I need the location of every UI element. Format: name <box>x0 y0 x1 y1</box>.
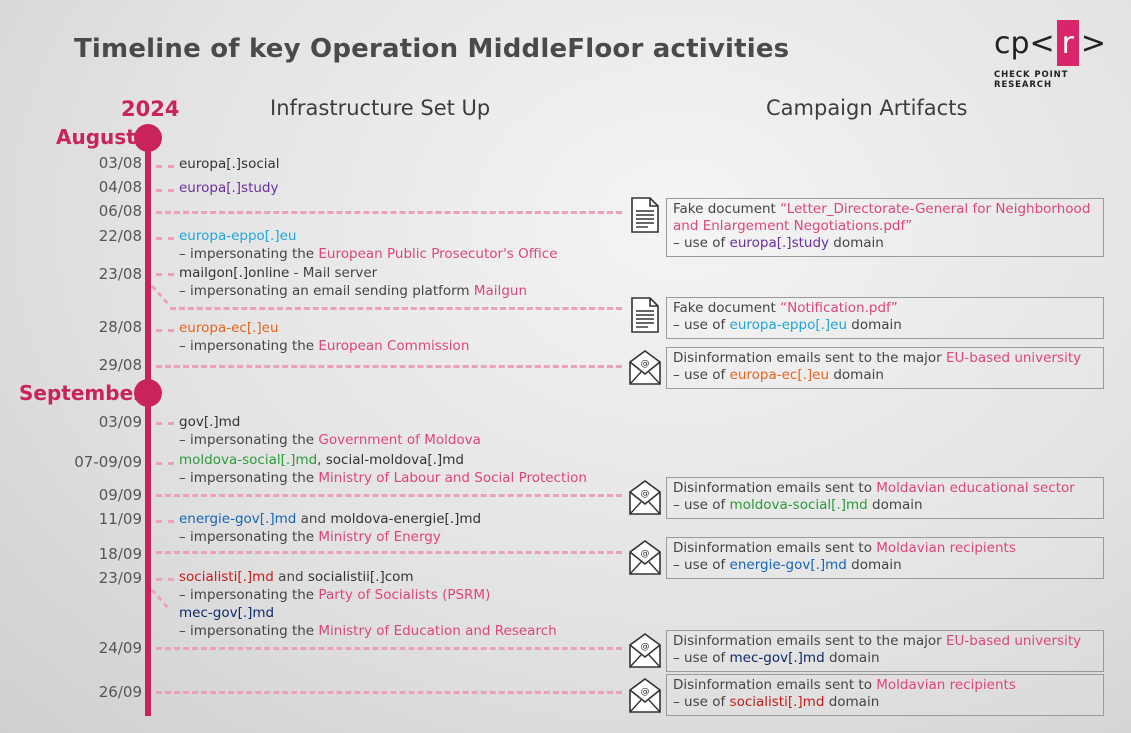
domain: moldova-energie[.]md <box>330 511 482 527</box>
connector-dash <box>156 520 174 523</box>
artifact-box <box>666 198 1104 257</box>
infra-entry <box>179 179 278 197</box>
impersonated-entity: Ministry of Education and Research <box>318 623 557 639</box>
connector-dash <box>156 422 174 425</box>
artifact-use: – use of <box>673 650 730 666</box>
logo-mark-box: r <box>1057 20 1079 66</box>
artifacts-heading: Campaign Artifacts <box>766 96 968 120</box>
date-label: 22/08 <box>98 227 142 245</box>
domain-note: - Mail server <box>289 265 378 281</box>
date-label: 18/09 <box>98 545 142 563</box>
impersonation-text: – impersonating the <box>179 470 319 486</box>
artifact-box <box>666 537 1104 579</box>
domain: energie-gov[.]md <box>179 511 297 527</box>
artifact-domain: europa[.]study <box>729 235 830 251</box>
artifact-tail: domain <box>824 650 880 666</box>
artifact-use: – use of <box>673 235 730 251</box>
artifact-lead: Disinformation emails sent to the major <box>673 350 946 366</box>
domain: mailgon[.]online <box>179 265 290 281</box>
timeline-axis <box>145 138 151 716</box>
artifact-target: Moldavian recipients <box>876 540 1016 556</box>
infra-entry <box>179 227 558 263</box>
artifact-target: Moldavian recipients <box>876 677 1016 693</box>
domain: europa[.]social <box>179 156 280 172</box>
page-title: Timeline of key Operation MiddleFloor activities <box>74 34 790 64</box>
logo-mark-right: > <box>1080 25 1106 61</box>
artifact-lead: Fake document <box>673 300 781 316</box>
svg-text:@: @ <box>640 489 650 499</box>
connector-dash-long <box>156 691 622 694</box>
svg-text:@: @ <box>640 642 650 652</box>
date-label: 23/09 <box>98 569 142 587</box>
connector-dash-long <box>156 647 622 650</box>
artifact-tail: domain <box>829 367 884 383</box>
artifact-box <box>666 630 1104 672</box>
domain: socialistii[.]com <box>307 569 414 585</box>
infra-entry <box>179 604 557 640</box>
email-icon <box>628 676 662 714</box>
connector-dash <box>156 165 174 168</box>
impersonated-entity: European Public Prosecutor's Office <box>318 246 558 262</box>
date-label: 09/09 <box>98 486 142 504</box>
impersonated-entity: European Commission <box>318 338 470 354</box>
artifact-box <box>666 297 1104 339</box>
impersonation-text: – impersonating an email sending platform <box>179 283 474 299</box>
connector-dash-long <box>156 494 622 497</box>
artifact-use: – use of <box>673 317 730 333</box>
year-label: 2024 <box>121 97 180 121</box>
artifact-filename: “Letter_Directorate-General for Neighborhood and Enlargement Negotiations.pdf” <box>673 201 1091 234</box>
email-icon <box>628 478 662 516</box>
connector-dash-long <box>156 365 622 368</box>
date-label: 03/09 <box>98 413 142 431</box>
email-icon <box>628 631 662 669</box>
impersonated-entity: Party of Socialists (PSRM) <box>318 587 491 603</box>
artifact-box <box>666 347 1104 389</box>
connector-dash <box>156 189 174 192</box>
separator: and <box>273 569 308 585</box>
date-label: 11/09 <box>98 510 142 528</box>
artifact-lead: Disinformation emails sent to <box>673 480 877 496</box>
impersonation-text: – impersonating the <box>179 587 319 603</box>
logo-subtitle: CHECK POINT RESEARCH <box>994 70 1069 90</box>
artifact-use: – use of <box>673 557 730 573</box>
artifact-tail: domain <box>824 694 880 710</box>
connector-dash-long <box>156 551 622 554</box>
impersonated-entity: Ministry of Energy <box>318 529 441 545</box>
domain: gov[.]md <box>179 414 241 430</box>
date-label: 23/08 <box>98 265 142 283</box>
artifact-use: – use of <box>673 497 730 513</box>
infra-entry <box>179 510 481 546</box>
email-icon <box>628 538 662 576</box>
connector-dash-long <box>170 307 622 310</box>
date-label: 28/08 <box>98 318 142 336</box>
artifact-domain: moldova-social[.]md <box>729 497 868 513</box>
artifact-lead: Disinformation emails sent to <box>673 540 877 556</box>
infra-entry <box>179 568 490 604</box>
date-label: 04/08 <box>98 178 142 196</box>
separator: and <box>296 511 331 527</box>
domain: europa-ec[.]eu <box>179 320 279 336</box>
impersonation-text: – impersonating the <box>179 246 319 262</box>
connector-dash <box>156 462 174 465</box>
connector-dash <box>156 578 174 581</box>
separator: , <box>317 452 326 468</box>
impersonation-text: – impersonating the <box>179 529 319 545</box>
svg-text:@: @ <box>640 549 650 559</box>
infra-entry <box>179 413 481 449</box>
domain: europa[.]study <box>179 180 279 196</box>
impersonated-entity: Ministry of Labour and Social Protection <box>318 470 587 486</box>
date-label: 06/08 <box>98 202 142 220</box>
artifact-target: EU-based university <box>946 350 1082 366</box>
infra-entry <box>179 155 280 173</box>
infra-entry <box>179 264 527 300</box>
impersonation-text: – impersonating the <box>179 623 319 639</box>
month-label-august: August <box>56 125 136 149</box>
logo <box>994 20 1106 90</box>
domain: moldova-social[.]md <box>179 452 318 468</box>
infrastructure-heading: Infrastructure Set Up <box>270 96 491 120</box>
connector-dash <box>156 273 174 276</box>
impersonation-text: – impersonating the <box>179 338 319 354</box>
artifact-domain: mec-gov[.]md <box>729 650 825 666</box>
artifact-domain: energie-gov[.]md <box>729 557 847 573</box>
artifact-tail: domain <box>829 235 884 251</box>
logo-mark-left: cp< <box>994 25 1055 61</box>
impersonated-entity: Government of Moldova <box>318 432 481 448</box>
date-label: 07-09/09 <box>74 453 142 471</box>
diagonal-connector <box>148 284 178 314</box>
artifact-box <box>666 477 1104 519</box>
svg-text:@: @ <box>640 687 650 697</box>
domain: socialisti[.]md <box>179 569 274 585</box>
artifact-lead: Disinformation emails sent to <box>673 677 877 693</box>
domain: mec-gov[.]md <box>179 605 275 621</box>
document-icon <box>630 197 660 233</box>
artifact-filename: “Notification.pdf” <box>780 300 898 316</box>
artifact-domain: socialisti[.]md <box>729 694 825 710</box>
connector-dash <box>156 329 174 332</box>
date-label: 24/09 <box>98 639 142 657</box>
infra-entry <box>179 319 469 355</box>
artifact-domain: europa-ec[.]eu <box>729 367 830 383</box>
domain: social-moldova[.]md <box>325 452 464 468</box>
connector-dash <box>156 237 174 240</box>
date-label: 26/09 <box>98 683 142 701</box>
impersonation-text: – impersonating the <box>179 432 319 448</box>
artifact-lead: Disinformation emails sent to the major <box>673 633 946 649</box>
impersonated-entity: Mailgun <box>473 283 527 299</box>
artifact-target: Moldavian educational sector <box>876 480 1075 496</box>
diagonal-connector <box>148 588 178 618</box>
artifact-domain: europa-eppo[.]eu <box>729 317 848 333</box>
document-icon <box>630 297 660 333</box>
svg-text:@: @ <box>640 359 650 369</box>
artifact-use: – use of <box>673 694 730 710</box>
artifact-tail: domain <box>846 557 902 573</box>
month-marker-august <box>134 124 162 152</box>
artifact-lead: Fake document <box>673 201 781 217</box>
artifact-target: EU-based university <box>946 633 1082 649</box>
date-label: 29/08 <box>98 356 142 374</box>
domain: europa-eppo[.]eu <box>179 228 297 244</box>
artifact-use: – use of <box>673 367 730 383</box>
artifact-tail: domain <box>867 497 923 513</box>
date-label: 03/08 <box>98 154 142 172</box>
connector-dash-long <box>156 211 622 214</box>
infra-entry <box>179 451 587 487</box>
artifact-tail: domain <box>847 317 902 333</box>
month-label-september: September <box>19 381 143 405</box>
email-icon <box>628 348 662 386</box>
artifact-box <box>666 674 1104 716</box>
